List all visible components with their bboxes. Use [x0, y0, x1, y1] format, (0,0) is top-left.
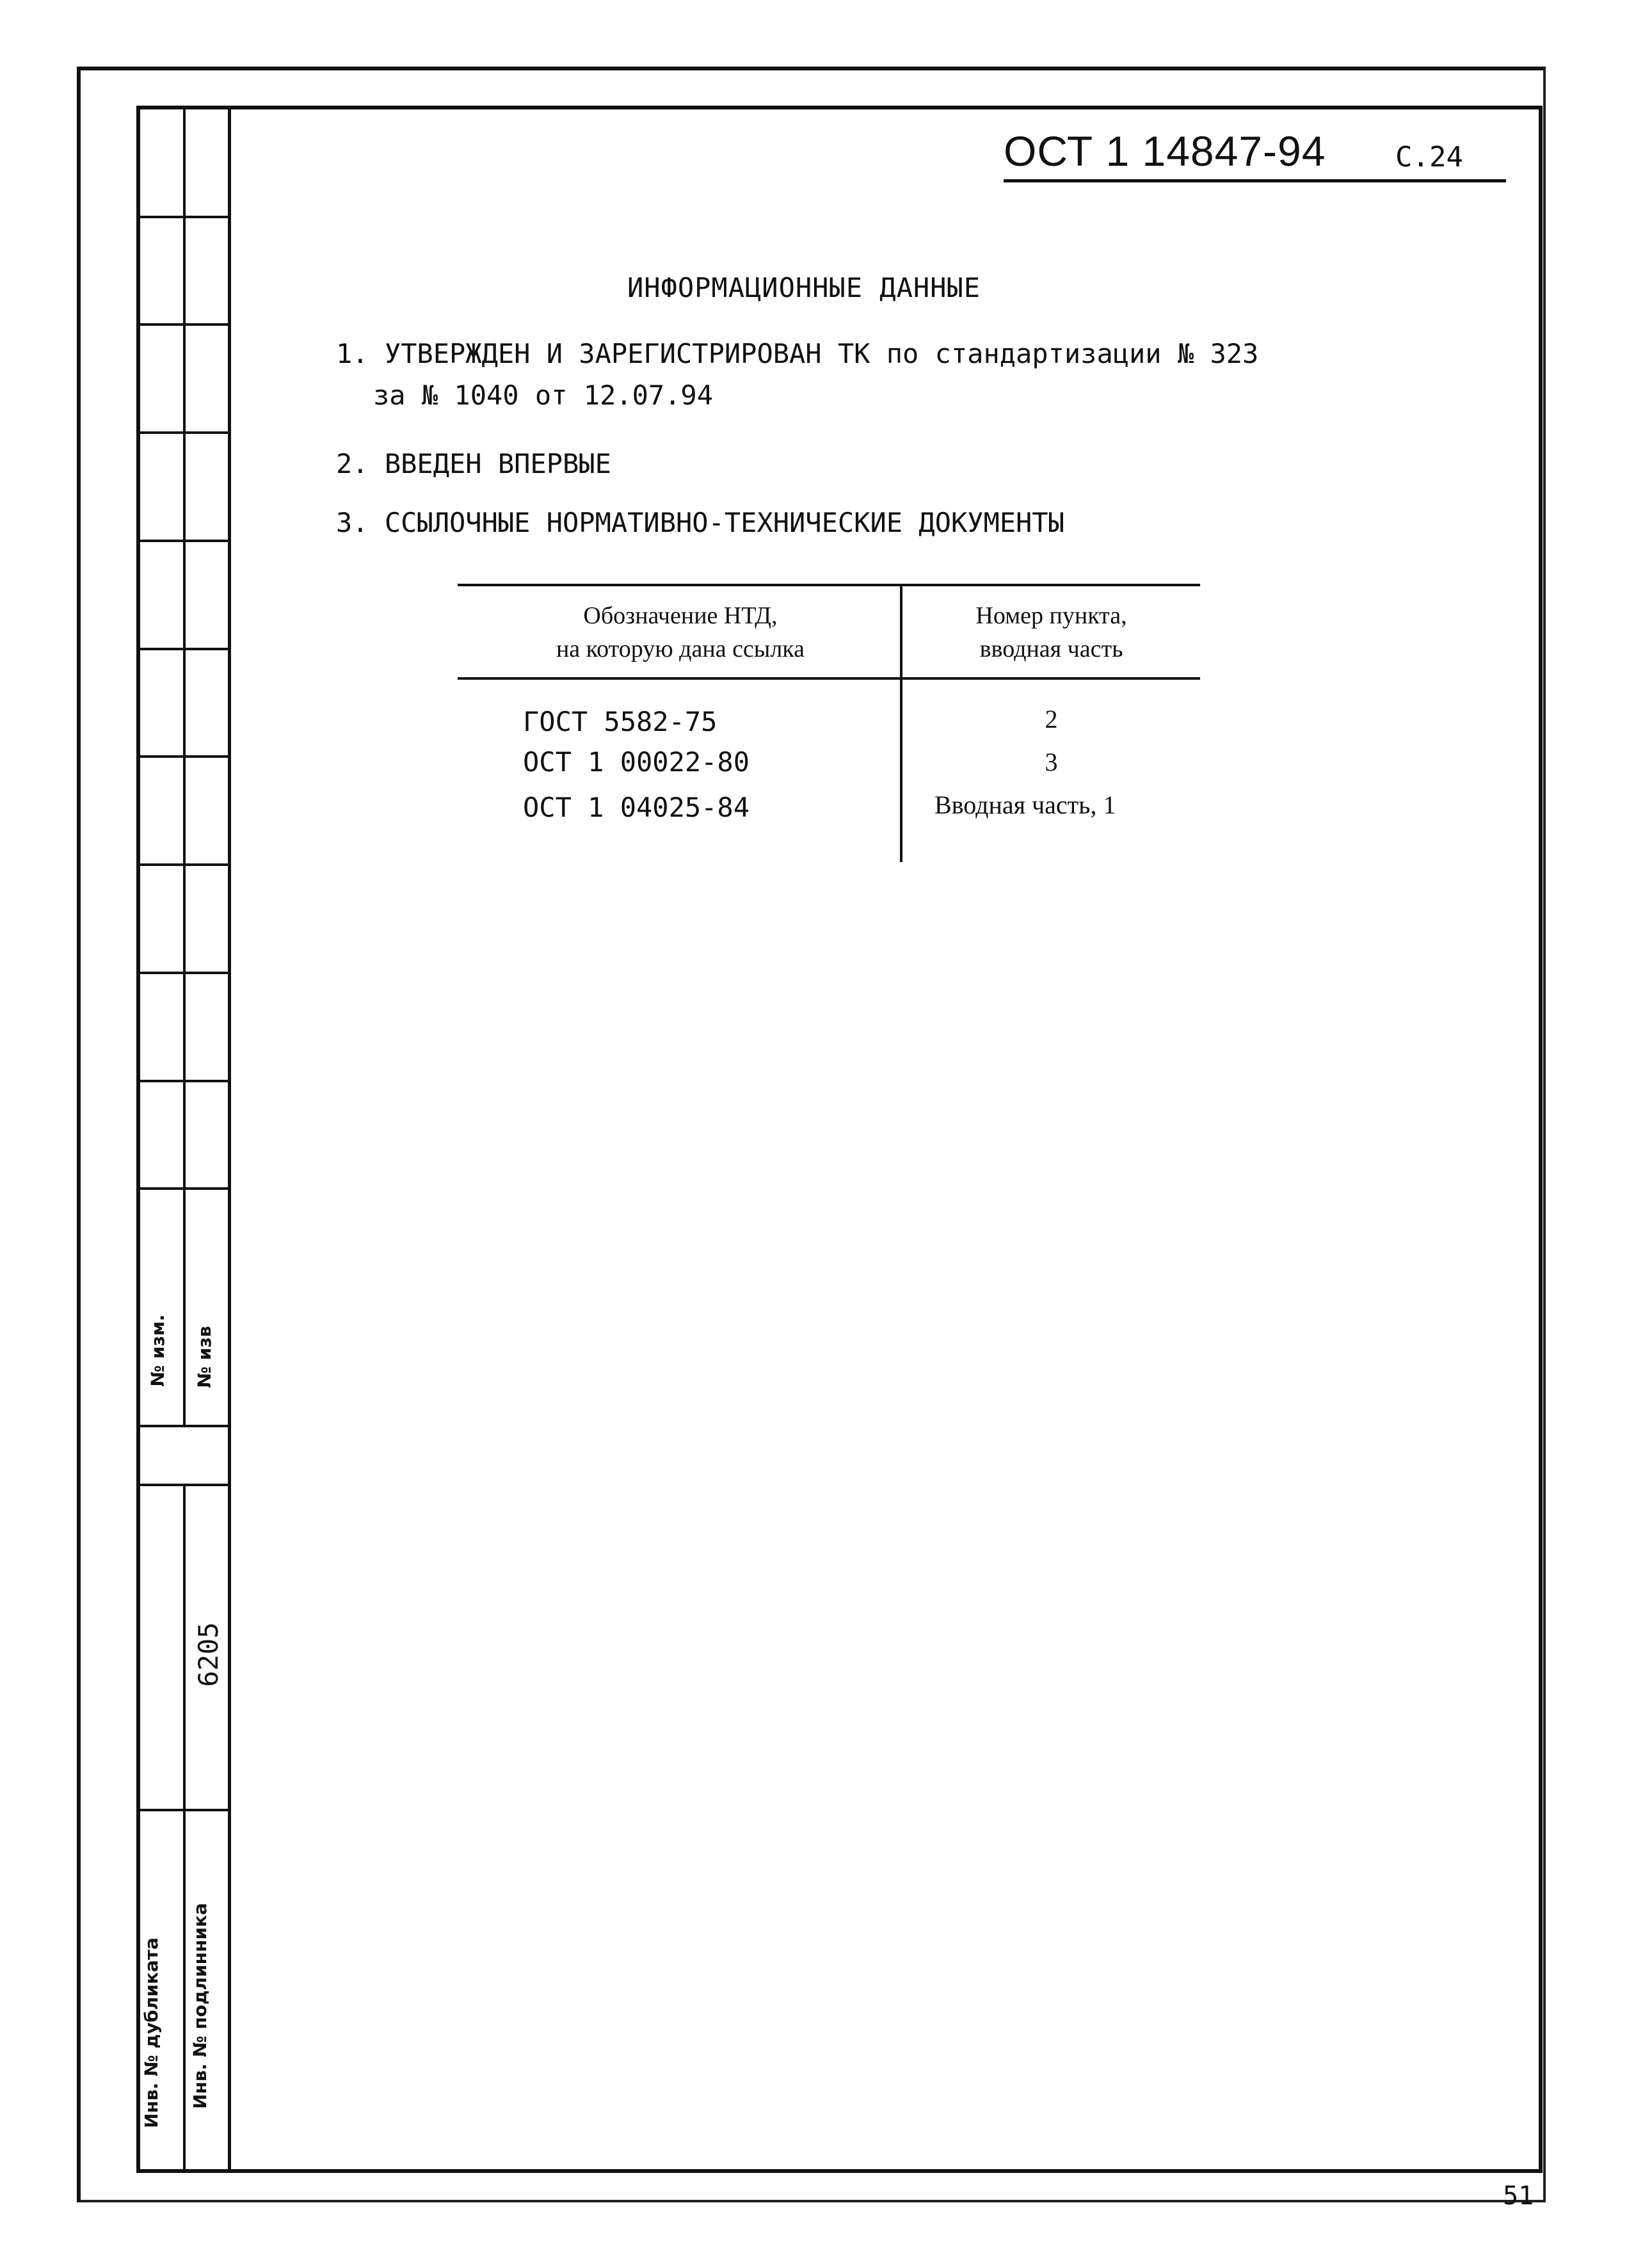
- strip-line: [136, 1809, 231, 1811]
- inner-frame: [136, 106, 1543, 2173]
- table-cell-doc: ГОСТ 5582-75: [523, 706, 718, 737]
- strip-line: [136, 216, 231, 218]
- item-2: 2. ВВЕДЕН ВПЕРВЫЕ: [336, 448, 611, 479]
- table-header-ref: [902, 599, 1200, 666]
- sheet-number: 51: [1503, 2181, 1534, 2211]
- original-inv-value: 6205: [193, 1622, 224, 1687]
- strip-line: [228, 106, 231, 2173]
- table-header-ref-line-1: Номер пункта,: [975, 602, 1127, 629]
- strip-line: [136, 755, 231, 758]
- item-1-line-1: 1. УТВЕРЖДЕН И ЗАРЕГИСТРИРОВАН ТК по стандартизации № 323: [336, 338, 1259, 369]
- change-no-label: № изм.: [147, 1314, 168, 1387]
- table-header-ref-line-2: вводная часть: [979, 636, 1123, 662]
- table-cell-doc: ОСТ 1 04025-84: [523, 792, 750, 823]
- page-label: С.24: [1395, 141, 1463, 173]
- strip-line: [136, 1484, 231, 1486]
- item-1-line-2: за № 1040 от 12.07.94: [373, 380, 714, 411]
- table-header-rule: [458, 677, 1200, 680]
- strip-line: [136, 431, 231, 434]
- strip-line: [183, 106, 186, 1427]
- table-top-rule: [458, 584, 1200, 586]
- strip-line: [136, 863, 231, 866]
- strip-line: [183, 1485, 186, 2173]
- notice-no-label: № изв: [194, 1326, 215, 1388]
- table-cell-doc: ОСТ 1 00022-80: [523, 746, 750, 778]
- table-header-doc: [461, 599, 900, 666]
- strip-line: [136, 972, 231, 974]
- strip-line: [136, 1485, 140, 2173]
- table-cell-ref: 3: [1045, 748, 1058, 776]
- strip-line: [136, 1425, 231, 1427]
- item-3: 3. ССЫЛОЧНЫЕ НОРМАТИВНО-ТЕХНИЧЕСКИЕ ДОКУМЕНТЫ: [336, 507, 1064, 538]
- strip-line: [136, 1080, 231, 1082]
- document-code: ОСТ 1 14847-94: [1004, 127, 1326, 175]
- original-inv-label: Инв. № подлинника: [189, 1903, 211, 2109]
- table-cell-ref: 2: [1045, 705, 1058, 733]
- strip-line: [136, 648, 231, 650]
- table-cell-ref: Вводная часть, 1: [934, 790, 1116, 819]
- strip-line: [136, 540, 231, 542]
- strip-line: [136, 323, 231, 326]
- strip-line: [136, 106, 140, 1427]
- table-header-doc-line-2: на которую дана ссылка: [556, 636, 805, 662]
- strip-line: [136, 1187, 231, 1190]
- section-title: ИНФОРМАЦИОННЫЕ ДАННЫЕ: [627, 272, 981, 303]
- table-header-doc-line-1: Обозначение НТД,: [583, 602, 778, 629]
- duplicate-inv-label: Инв. № дубликата: [141, 1937, 162, 2128]
- header-underline: [1004, 179, 1506, 182]
